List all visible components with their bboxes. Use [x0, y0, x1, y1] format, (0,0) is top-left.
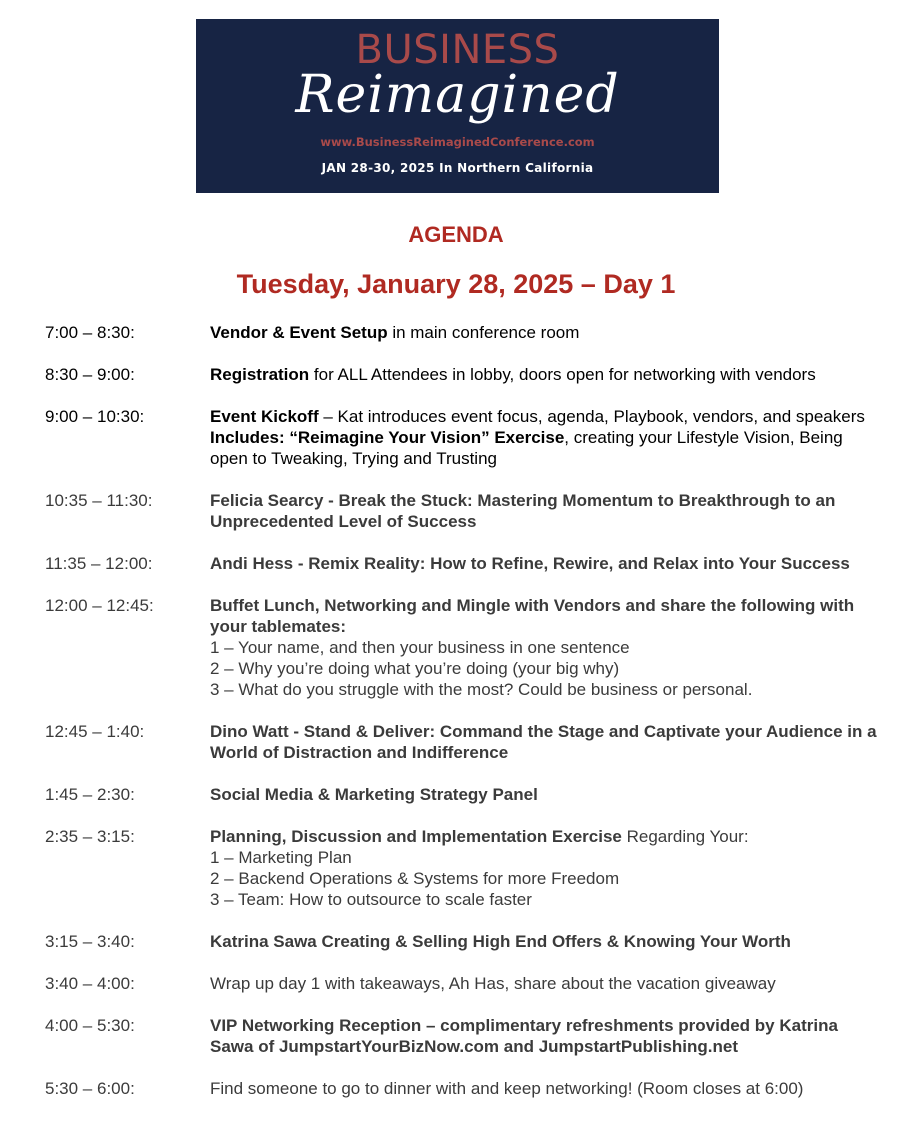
agenda-text: – Kat introduces event focus, agenda, Playbook, vendors, and speakers [318, 407, 865, 426]
agenda-time: 8:30 – 9:00: [45, 365, 135, 384]
agenda-title-2: Includes: “Reimagine Your Vision” Exercise [210, 428, 565, 447]
agenda-row [45, 322, 885, 343]
agenda-text: Find someone to go to dinner with and keep networking! (Room closes at 6:00) [210, 1079, 804, 1098]
agenda-description [210, 553, 885, 574]
agenda-row [45, 931, 885, 952]
agenda-time: 10:35 – 11:30: [45, 491, 153, 510]
agenda-time: 12:45 – 1:40: [45, 722, 145, 741]
agenda-description [210, 1078, 885, 1099]
agenda-subitem: 3 – What do you struggle with the most? Could be business or personal. [210, 680, 753, 699]
agenda-row [45, 595, 885, 700]
agenda-description [210, 490, 885, 532]
agenda-subitem: 1 – Marketing Plan [210, 848, 352, 867]
agenda-time: 2:35 – 3:15: [45, 827, 135, 846]
agenda-row [45, 1078, 885, 1099]
agenda-title: Planning, Discussion and Implementation Exercise [210, 827, 622, 846]
agenda-row [45, 364, 885, 385]
agenda-time: 3:15 – 3:40: [45, 932, 135, 951]
agenda-text: Regarding Your: [621, 827, 749, 846]
agenda-time: 4:00 – 5:30: [45, 1016, 135, 1035]
agenda-description [210, 721, 885, 763]
agenda-title: Vendor & Event Setup [210, 323, 388, 342]
agenda-row [45, 973, 885, 994]
banner-title-business: BUSINESS [355, 27, 560, 73]
agenda-row [45, 553, 885, 574]
banner-url: www.BusinessReimaginedConference.com [320, 135, 595, 149]
agenda-title: Felicia Searcy - Break the Stuck: Mastering Momentum to Breakthrough to an Unprecedented Level of Success [210, 491, 836, 531]
agenda-title: Andi Hess - Remix Reality: How to Refine, Rewire, and Relax into Your Success [210, 554, 850, 573]
agenda-text: for ALL Attendees in lobby, doors open for networking with vendors [309, 365, 816, 384]
agenda-time: 1:45 – 2:30: [45, 785, 135, 804]
day-title: Tuesday, January 28, 2025 – Day 1 [236, 269, 676, 299]
agenda-time: 12:00 – 12:45: [45, 596, 154, 615]
agenda-time: 7:00 – 8:30: [45, 323, 135, 342]
agenda-list [45, 322, 885, 1120]
agenda-title: VIP Networking Reception – complimentary refreshments provided by Katrina Sawa of JumpstartYourBizNow.com and JumpstartPublishing.net [210, 1016, 838, 1056]
agenda-row [45, 721, 885, 763]
agenda-time: 3:40 – 4:00: [45, 974, 135, 993]
agenda-subitem: 1 – Your name, and then your business in one sentence [210, 638, 630, 657]
agenda-description [210, 784, 885, 805]
agenda-row [45, 1015, 885, 1057]
banner-title-reimagined: Reimagined [295, 65, 620, 125]
agenda-heading: AGENDA [408, 222, 504, 247]
agenda-row [45, 826, 885, 910]
agenda-row [45, 784, 885, 805]
agenda-description [210, 1015, 885, 1057]
banner-dates: JAN 28-30, 2025 In Northern California [321, 161, 594, 175]
agenda-description [210, 364, 885, 385]
agenda-description [210, 826, 885, 910]
agenda-text: Wrap up day 1 with takeaways, Ah Has, share about the vacation giveaway [210, 974, 776, 993]
agenda-title: Social Media & Marketing Strategy Panel [210, 785, 538, 804]
agenda-title: Dino Watt - Stand & Deliver: Command the Stage and Captivate your Audience in a World of Distraction and Indifference [210, 722, 877, 762]
agenda-text-2: , creating your Lifestyle Vision, Being open to Tweaking, Trying and Trusting [210, 428, 843, 468]
agenda-text: in main conference room [387, 323, 580, 342]
agenda-subitem: 2 – Why you’re doing what you’re doing (your big why) [210, 659, 620, 678]
agenda-title: Buffet Lunch, Networking and Mingle with Vendors and share the following with your tablemates: [210, 596, 855, 636]
agenda-description [210, 322, 885, 343]
agenda-time: 11:35 – 12:00: [45, 554, 153, 573]
agenda-subitem: 2 – Backend Operations & Systems for more Freedom [210, 869, 620, 888]
agenda-description [210, 931, 885, 952]
agenda-row [45, 406, 885, 469]
agenda-title: Registration [210, 365, 310, 384]
agenda-subitem: 3 – Team: How to outsource to scale faster [210, 890, 532, 909]
agenda-title: Katrina Sawa Creating & Selling High End Offers & Knowing Your Worth [210, 932, 791, 951]
agenda-title: Event Kickoff [210, 407, 319, 426]
agenda-row [45, 490, 885, 532]
agenda-time: 9:00 – 10:30: [45, 407, 145, 426]
agenda-description [210, 595, 885, 700]
agenda-time: 5:30 – 6:00: [45, 1079, 135, 1098]
conference-banner-logo [196, 19, 719, 193]
agenda-description [210, 973, 885, 994]
agenda-description [210, 406, 885, 469]
